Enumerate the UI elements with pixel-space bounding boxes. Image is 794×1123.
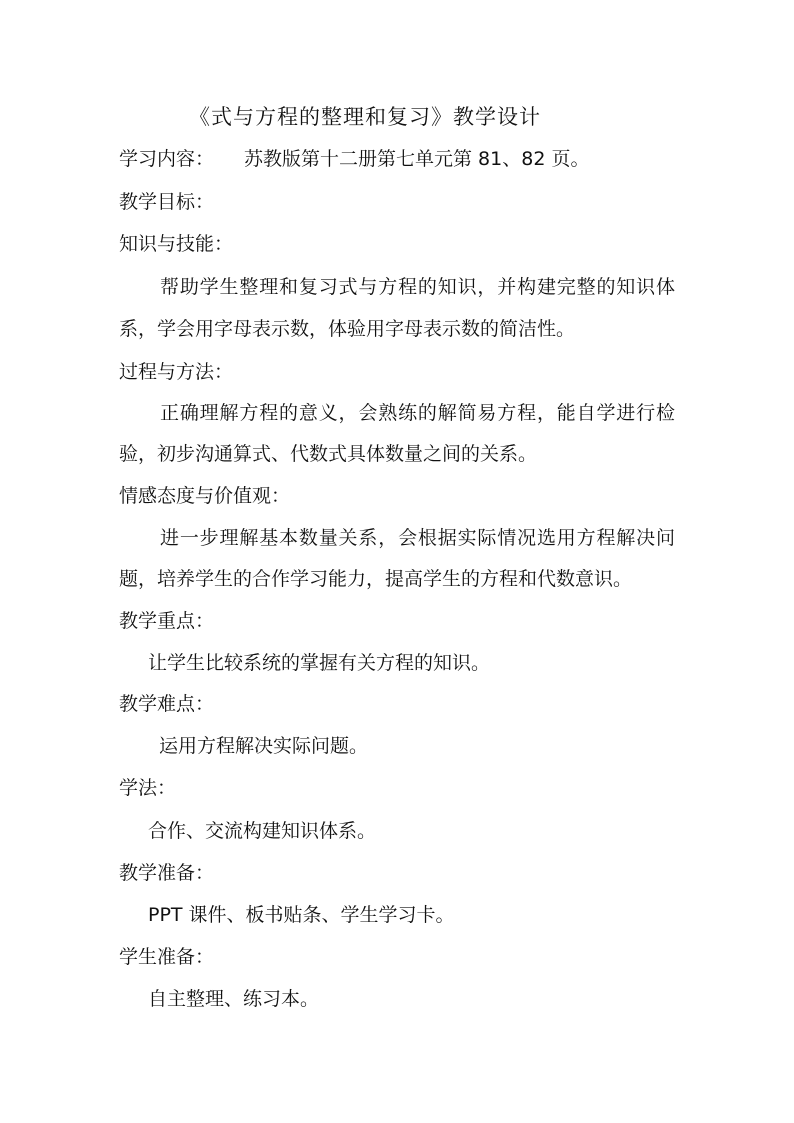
process-line-1: 正确理解方程的意义，会熟练的解简易方程，能自学进行检 (160, 402, 675, 424)
knowledge-heading: 知识与技能： (119, 233, 234, 255)
emotion-line-1: 进一步理解基本数量关系，会根据实际情况选用方程解决问 (160, 527, 675, 549)
process-line-2: 验，初步沟通算式、代数式具体数量之间的关系。 (119, 443, 538, 465)
prep-heading: 教学准备： (119, 862, 215, 884)
process-heading: 过程与方法： (119, 361, 234, 383)
document-title: 《式与方程的整理和复习》教学设计 (189, 105, 541, 129)
difficulty-heading: 教学难点： (119, 693, 215, 715)
content-value: 苏教版第十二册第七单元第 81、82 页。 (244, 148, 590, 170)
prep-text: PPT 课件、板书贴条、学生学习卡。 (148, 904, 455, 926)
keypoint-text: 让学生比较系统的掌握有关方程的知识。 (148, 652, 491, 674)
emotion-heading: 情感态度与价值观： (119, 485, 291, 507)
method-heading: 学法： (119, 777, 177, 799)
difficulty-text: 运用方程解决实际问题。 (159, 735, 369, 757)
student-prep-text: 自主整理、练习本。 (148, 988, 320, 1010)
method-text: 合作、交流构建知识体系。 (148, 820, 377, 842)
keypoint-heading: 教学重点： (119, 610, 215, 632)
emotion-line-2: 题，培养学生的合作学习能力，提高学生的方程和代数意识。 (119, 568, 633, 590)
knowledge-line-2: 系，学会用字母表示数，体验用字母表示数的简洁性。 (119, 318, 576, 340)
content-label: 学习内容： (119, 148, 215, 170)
knowledge-line-1: 帮助学生整理和复习式与方程的知识，并构建完整的知识体 (160, 276, 675, 298)
objectives-heading: 教学目标： (119, 191, 215, 213)
content-row (119, 146, 589, 172)
student-prep-heading: 学生准备： (119, 946, 215, 968)
